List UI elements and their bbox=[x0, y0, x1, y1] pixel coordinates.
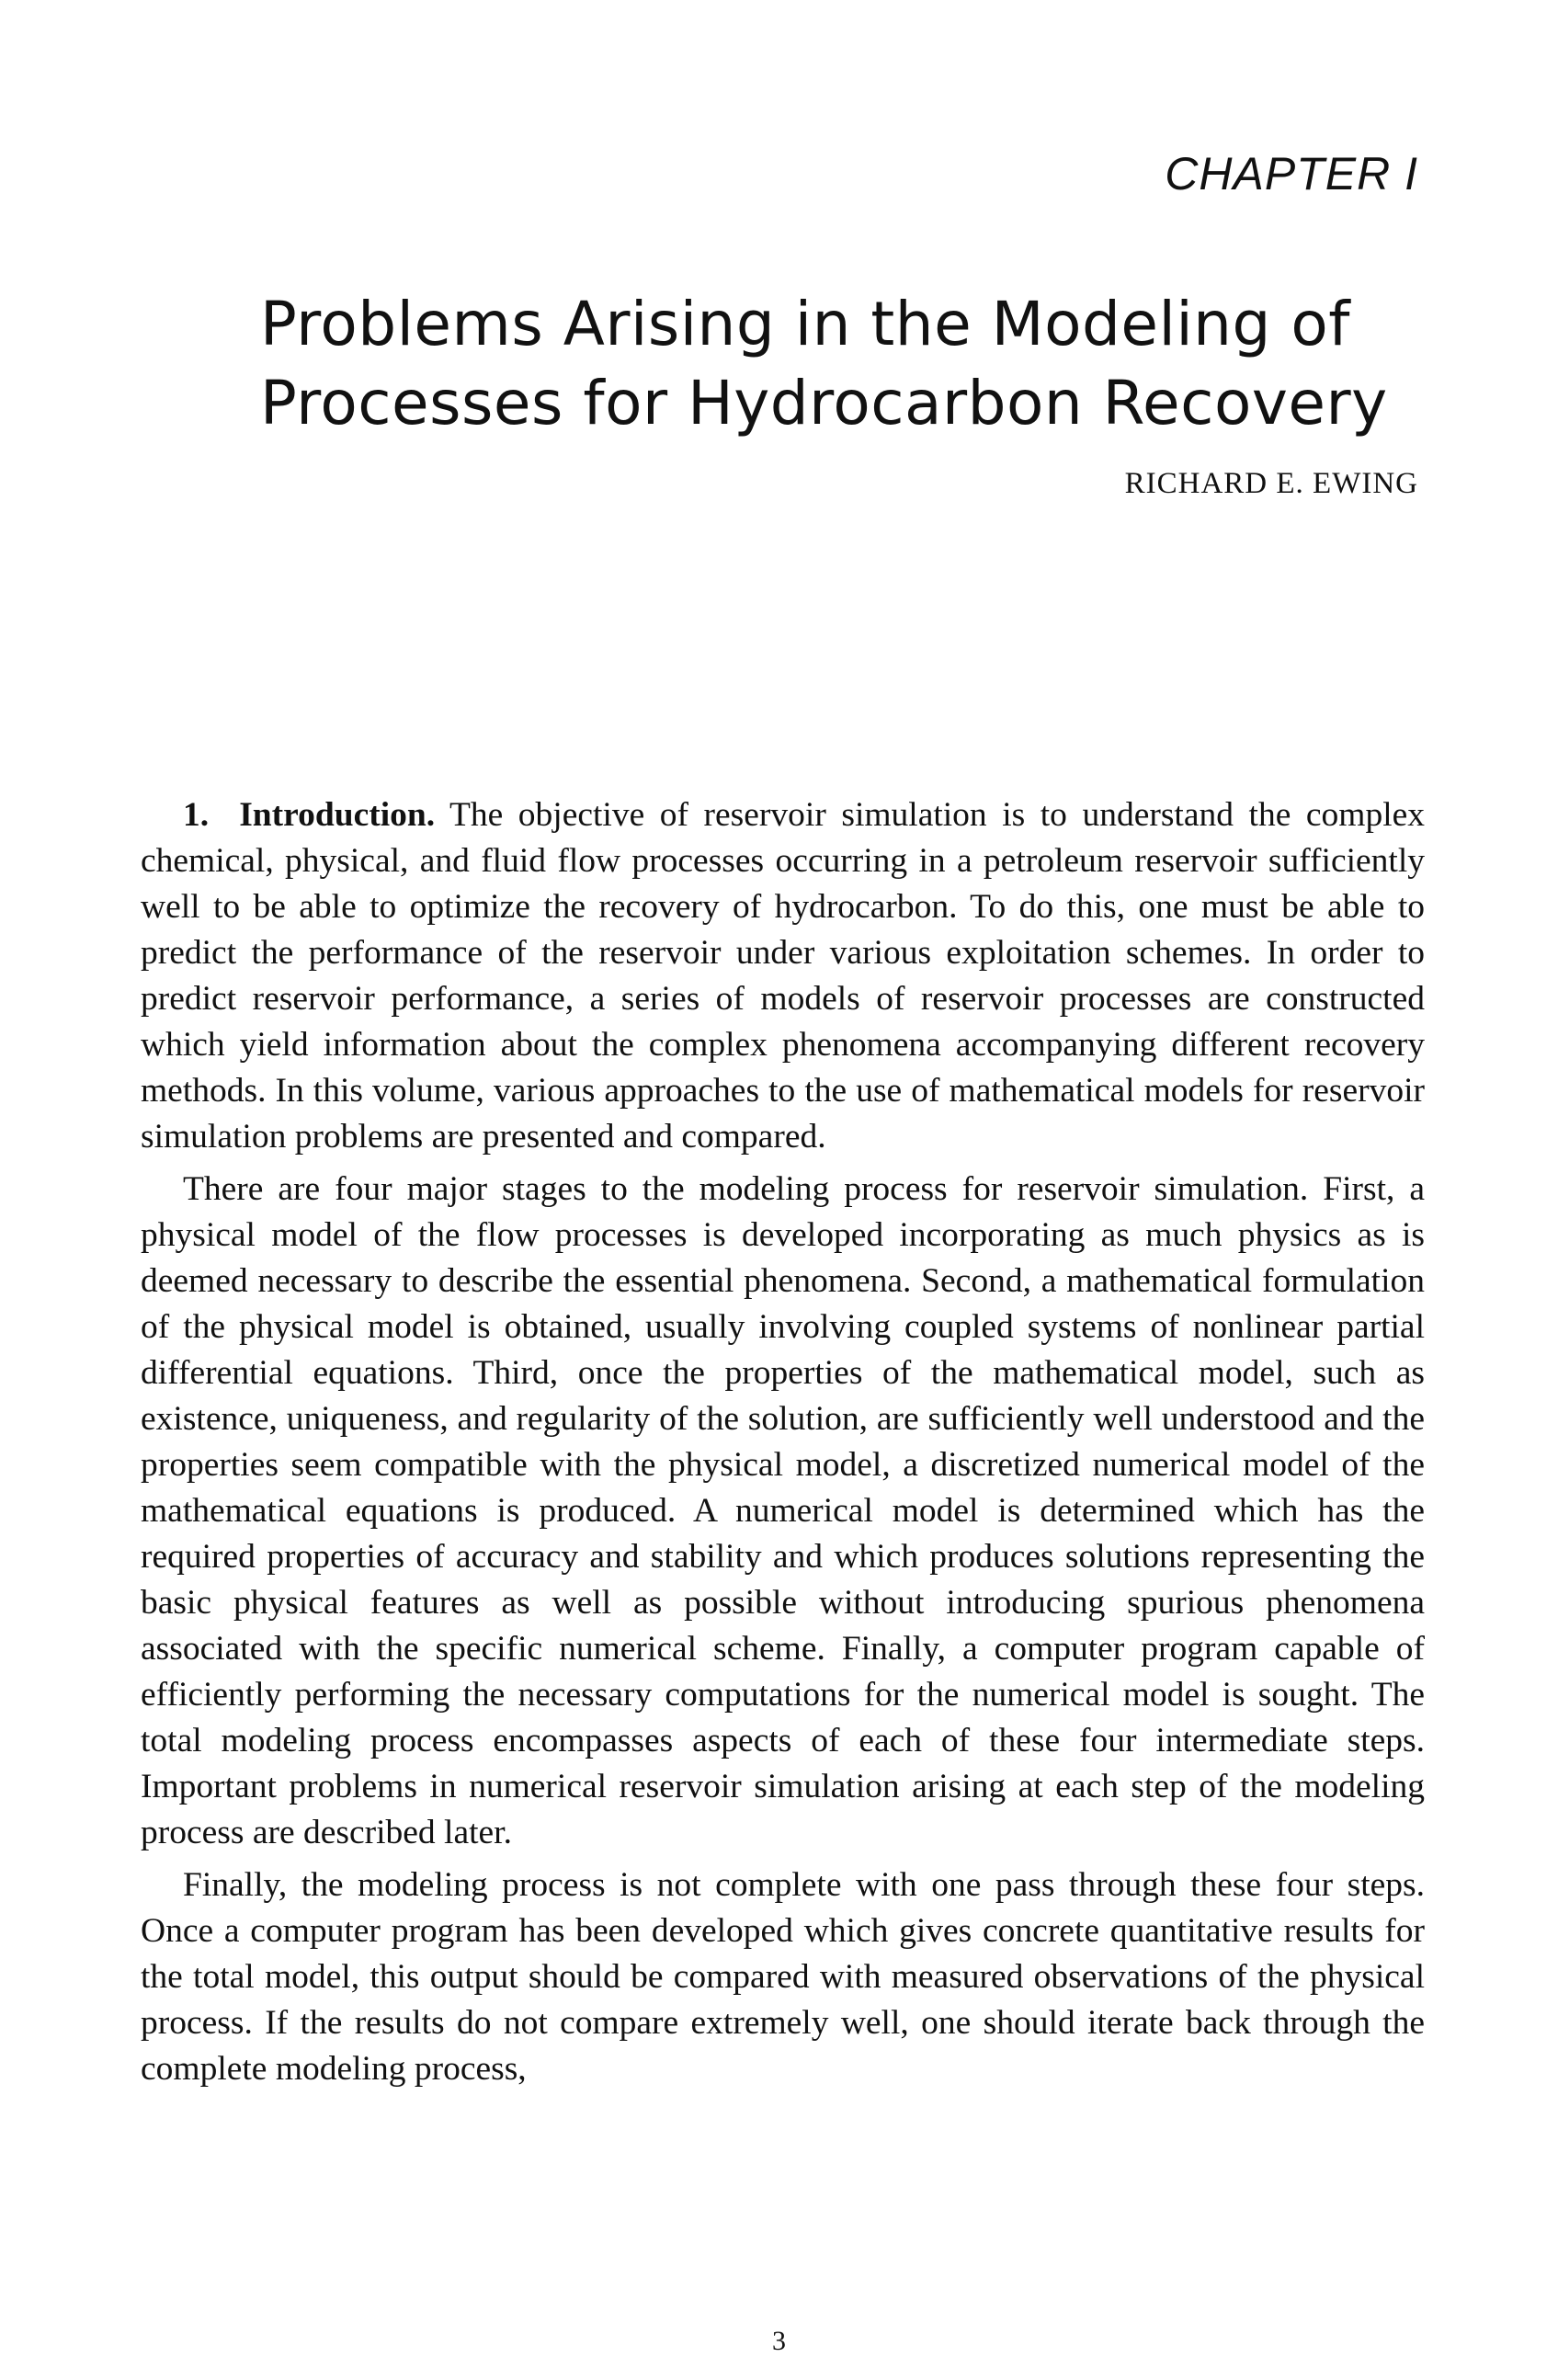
section-number: 1. bbox=[183, 796, 210, 834]
paragraph-1 bbox=[141, 792, 1425, 1160]
author-name: RICHARD E. EWING bbox=[1124, 467, 1418, 500]
chapter-label: CHAPTER I bbox=[1165, 148, 1418, 199]
paragraph-2: There are four major stages to the modeling process for reservoir simulation. First, a physical model of the flow processes is developed incorporating as much physics as is deemed necessary to describe the essential phenomena. Second, a mathematical formulation of the physical model is obtained, usually involving coupled systems of nonlinear partial differential equations. Third, once the properties of the mathematical model, such as existence, uniqueness, and regularity of the solution, are sufficiently well understood and the properties seem compatible with the physical model, a discretized numerical model of the mathematical equations is produced. A numerical model is determined which has the required properties of accuracy and stability and which produces solutions representing the basic physical features as well as possible without introducing spurious phenomena associated with the specific numerical scheme. Finally, a computer program capable of efficiently performing the necessary computations for the numerical model is sought. The total modeling process encompasses aspects of each of these four intermediate steps. Important problems in numerical reservoir simulation arising at each step of the modeling process are described later. bbox=[141, 1170, 1425, 1851]
body-text bbox=[141, 792, 1425, 2099]
chapter-title-line-1: Problems Arising in the Modeling of bbox=[260, 289, 1351, 359]
chapter-title bbox=[260, 285, 1455, 443]
paragraph-3: Finally, the modeling process is not complete with one pass through these four steps. Once a computer program has been developed which gives concrete quantitative results for the total model, this output should be compared with measured observations of the physical process. If the results do not compare extremely well, one should iterate back through the complete modeling process, bbox=[141, 1866, 1425, 2088]
section-heading: Introduction. bbox=[239, 796, 436, 834]
paragraph-1-text: The objective of reservoir simulation is to understand the complex chemical, physical, and fluid flow processes occurring in a petroleum reservoir sufficiently well to be able to optimize the recovery of hydrocarbon. To do this, one must be able to predict the performance of the reservoir under various exploitation schemes. In order to predict reservoir performance, a series of models of reservoir processes are constructed which yield information about the complex phenomena accompanying different recovery methods. In this volume, various approaches to the use of mathematical models for reservoir simulation problems are presented and compared. bbox=[141, 796, 1426, 1156]
page-number: 3 bbox=[772, 2326, 786, 2356]
chapter-title-line-2: Processes for Hydrocarbon Recovery bbox=[260, 368, 1388, 438]
